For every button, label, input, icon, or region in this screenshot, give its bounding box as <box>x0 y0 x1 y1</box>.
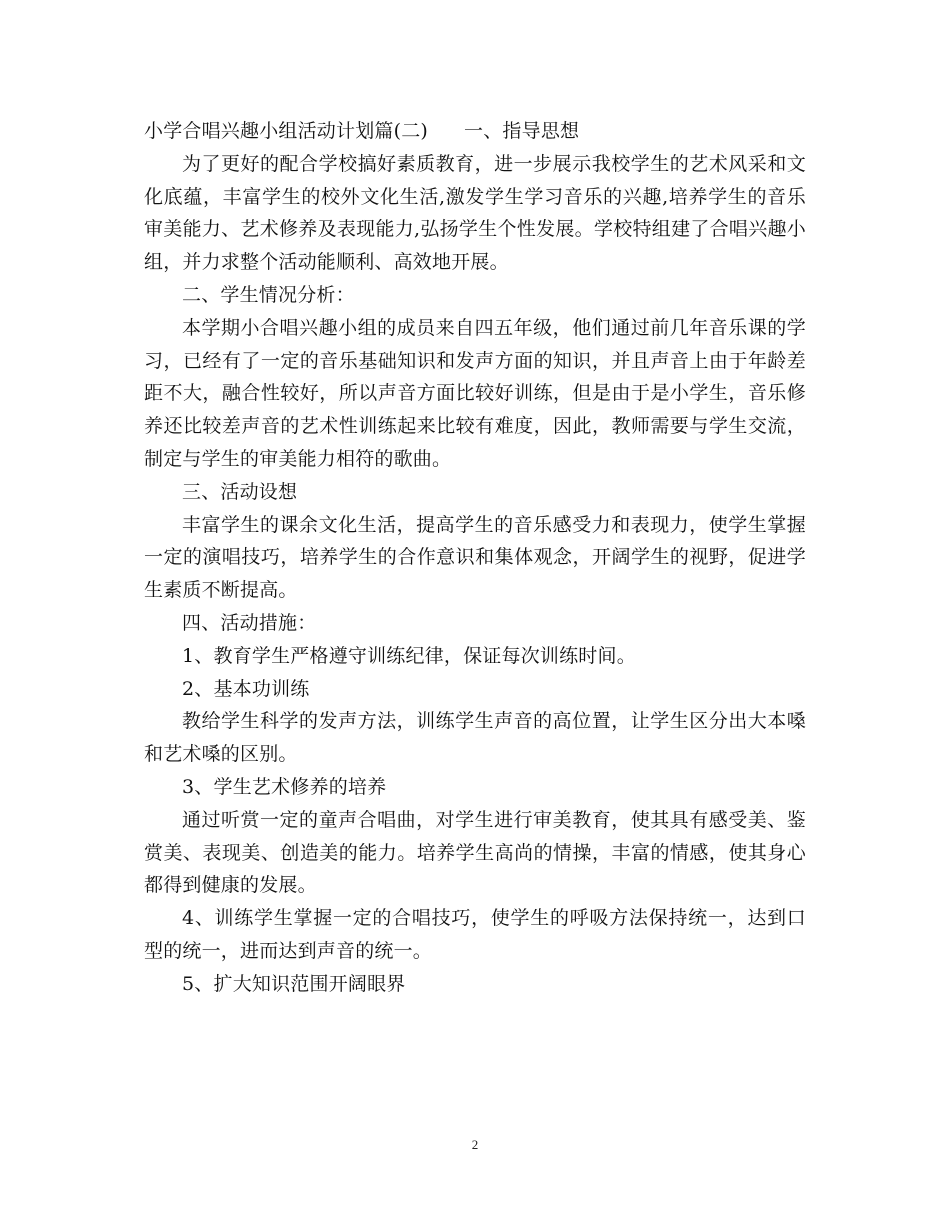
page-number: 2 <box>471 1137 479 1152</box>
heading-activity-measures: 四、活动措施： <box>182 611 317 634</box>
paragraph-purpose: 为了更好的配合学校搞好素质教育，进一步展示我校学生的艺术风采和文化底蕴，丰富学生的校外文化生活,激发学生学习音乐的兴趣,培养学生的音乐审美能力、艺术修养及表现能力,弘扬学生个性发展。学校特组建了合唱兴趣小组，并力求整个活动能顺利、高效地开展。 <box>144 152 806 274</box>
document-body <box>144 115 806 1001</box>
paragraph-student-analysis: 本学期小合唱兴趣小组的成员来自四五年级，他们通过前几年音乐课的学习，已经有了一定的音乐基础知识和发声方面的知识，并且声音上由于年龄差距不大，融合性较好，所以声音方面比较好训练，但是由于是小学生，音乐修养还比较差声音的艺术性训练起来比较有难度，因此，教师需要与学生交流，制定与学生的审美能力相符的歌曲。 <box>144 316 806 470</box>
measure-item-4: 4、训练学生掌握一定的合唱技巧，使学生的呼吸方法保持统一，达到口型的统一，进而达到声音的统一。 <box>144 907 806 962</box>
measure-item-3-heading: 3、学生艺术修养的培养 <box>182 775 387 798</box>
title-line <box>144 115 806 148</box>
heading-guiding-ideology: 一、指导思想 <box>464 120 580 142</box>
measure-item-5-heading: 5、扩大知识范围开阔眼界 <box>182 972 406 995</box>
heading-student-analysis: 二、学生情况分析： <box>182 283 355 306</box>
measure-item-3-text: 通过听赏一定的童声合唱曲，对学生进行审美教育，使其具有感受美、鉴赏美、表现美、创造美的能力。培养学生高尚的情操，丰富的情感，使其身心都得到健康的发展。 <box>144 808 806 897</box>
document-title: 小学合唱兴趣小组活动计划篇(二) <box>144 120 429 142</box>
heading-activity-ideas: 三、活动设想 <box>182 480 298 503</box>
paragraph-activity-ideas: 丰富学生的课余文化生活，提高学生的音乐感受力和表现力，使学生掌握一定的演唱技巧，培养学生的合作意识和集体观念，开阔学生的视野，促进学生素质不断提高。 <box>144 513 806 602</box>
measure-item-1: 1、教育学生严格遵守训练纪律，保证每次训练时间。 <box>182 644 636 667</box>
measure-item-2-text: 教给学生科学的发声方法，训练学生声音的高位置，让学生区分出大本嗓和艺术嗓的区别。 <box>144 710 806 766</box>
measure-item-2-heading: 2、基本功训练 <box>182 677 310 700</box>
